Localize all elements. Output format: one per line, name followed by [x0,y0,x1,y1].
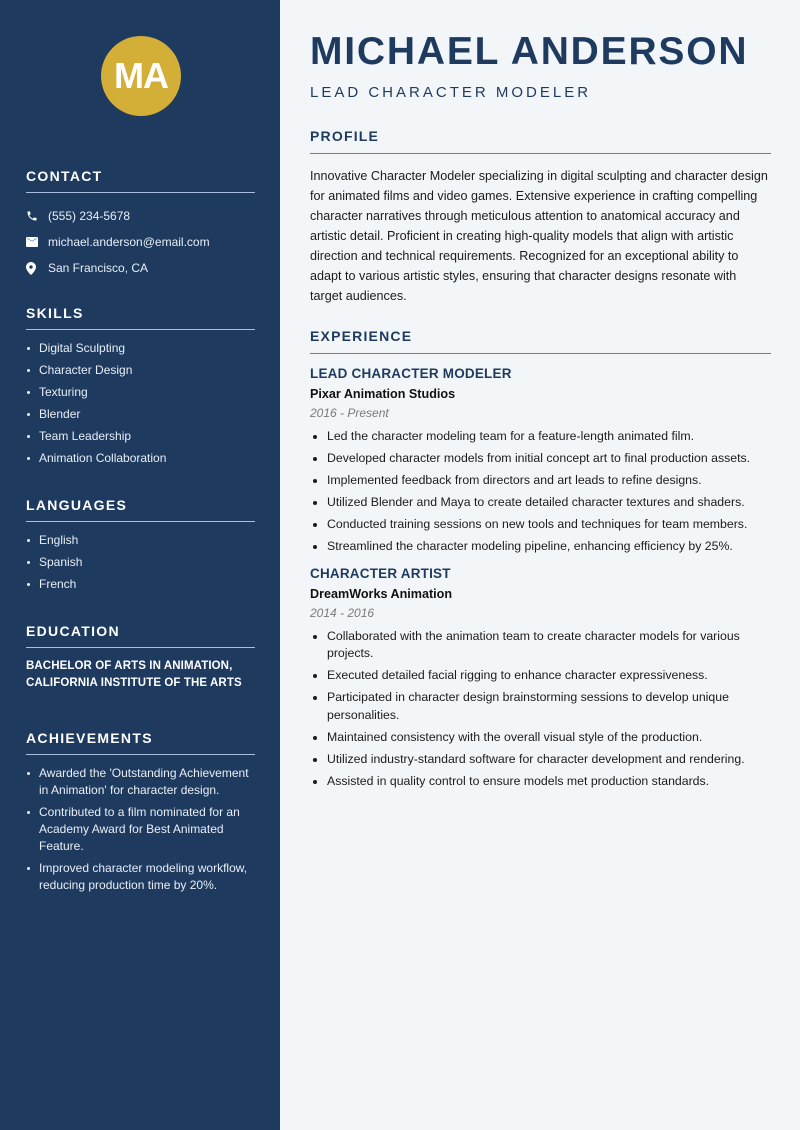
contact-section [26,168,255,281]
location-pin-icon [26,262,48,275]
contact-location [26,255,255,281]
email-text[interactable]: michael.anderson@email.com [48,235,210,249]
duty-item: Streamlined the character modeling pipeline, enhancing efficiency by 25%. [310,538,771,556]
email-icon [26,237,48,247]
job-entry [310,566,771,791]
language-item: Spanish [26,554,255,571]
skill-item: Texturing [26,384,255,401]
education-heading: EDUCATION [26,623,255,648]
skill-item: Digital Sculpting [26,340,255,357]
education-degree: BACHELOR OF ARTS IN ANIMATION, CALIFORNIA INSTITUTE OF THE ARTS [26,660,242,689]
duty-item: Collaborated with the animation team to create character models for various projects. [310,628,771,663]
duty-item: Conducted training sessions on new tools and techniques for team members. [310,516,771,534]
contact-list [26,203,255,281]
skill-item: Animation Collaboration [26,450,255,467]
candidate-name: MICHAEL ANDERSON [310,30,749,73]
experience-section [310,328,771,795]
duty-item: Utilized industry-standard software for character development and rendering. [310,751,771,769]
duty-item: Implemented feedback from directors and art leads to refine designs. [310,472,771,490]
achievement-item: Awarded the 'Outstanding Achievement in Animation' for character design. [26,765,255,799]
achievements-list [26,765,255,894]
job-entry [310,366,771,556]
skills-heading: SKILLS [26,305,255,330]
contact-heading: CONTACT [26,168,255,193]
duty-item: Assisted in quality control to ensure models met production standards. [310,773,771,791]
phone-icon [26,210,48,222]
language-item: French [26,576,255,593]
location-text: San Francisco, CA [48,261,149,275]
profile-section [310,128,771,306]
duty-item: Led the character modeling team for a feature-length animated film. [310,428,771,446]
language-item: English [26,532,255,549]
duty-item: Developed character models from initial concept art to final production assets. [310,450,771,468]
languages-heading: LANGUAGES [26,497,255,522]
experience-heading: EXPERIENCE [310,328,771,354]
company-name: DreamWorks Animation [310,586,453,601]
job-dates: 2016 - Present [310,406,389,420]
contact-email [26,229,255,255]
languages-section [26,497,255,598]
avatar [101,36,181,116]
achievements-section [26,730,255,899]
sidebar [0,0,280,1130]
company-name: Pixar Animation Studios [310,387,456,401]
achievement-item: Improved character modeling workflow, reducing production time by 20%. [26,860,255,894]
duty-item: Maintained consistency with the overall visual style of the production. [310,729,771,747]
job-title: CHARACTER ARTIST [310,565,451,581]
phone-text[interactable]: (555) 234-5678 [48,209,131,223]
skill-item: Character Design [26,362,255,379]
contact-phone [26,203,255,229]
skills-section [26,305,255,472]
candidate-title: LEAD CHARACTER MODELER [310,84,592,101]
job-dates: 2014 - 2016 [310,605,375,620]
avatar-initials: MA [114,55,168,96]
job-title: LEAD CHARACTER MODELER [310,366,512,381]
skills-list [26,340,255,467]
duty-item: Executed detailed facial rigging to enhance character expressiveness. [310,667,771,685]
duty-item: Utilized Blender and Maya to create detailed character textures and shaders. [310,494,771,512]
skill-item: Team Leadership [26,428,255,445]
achievement-item: Contributed to a film nominated for an Academy Award for Best Animated Feature. [26,804,255,855]
languages-list [26,532,255,593]
duty-item: Participated in character design brainstorming sessions to develop unique personalities. [310,689,771,724]
skill-item: Blender [26,406,255,423]
job-duties [310,428,771,556]
achievements-heading: ACHIEVEMENTS [26,730,255,755]
education-section [26,623,255,692]
profile-heading: PROFILE [310,128,771,154]
job-duties [310,628,771,791]
profile-text: Innovative Character Modeler specializing in digital sculpting and character design for animated films and video games. Extensive experience in crafting compelling character narratives through meticulous attention to anatomical accuracy and artistic detail. Proficient in creating high-quality models that align with artistic direction and technical requirements. Recognized for an exceptional ability to adapt to various artistic styles, ensuring that character designs resonate with target audiences. [310,169,768,303]
